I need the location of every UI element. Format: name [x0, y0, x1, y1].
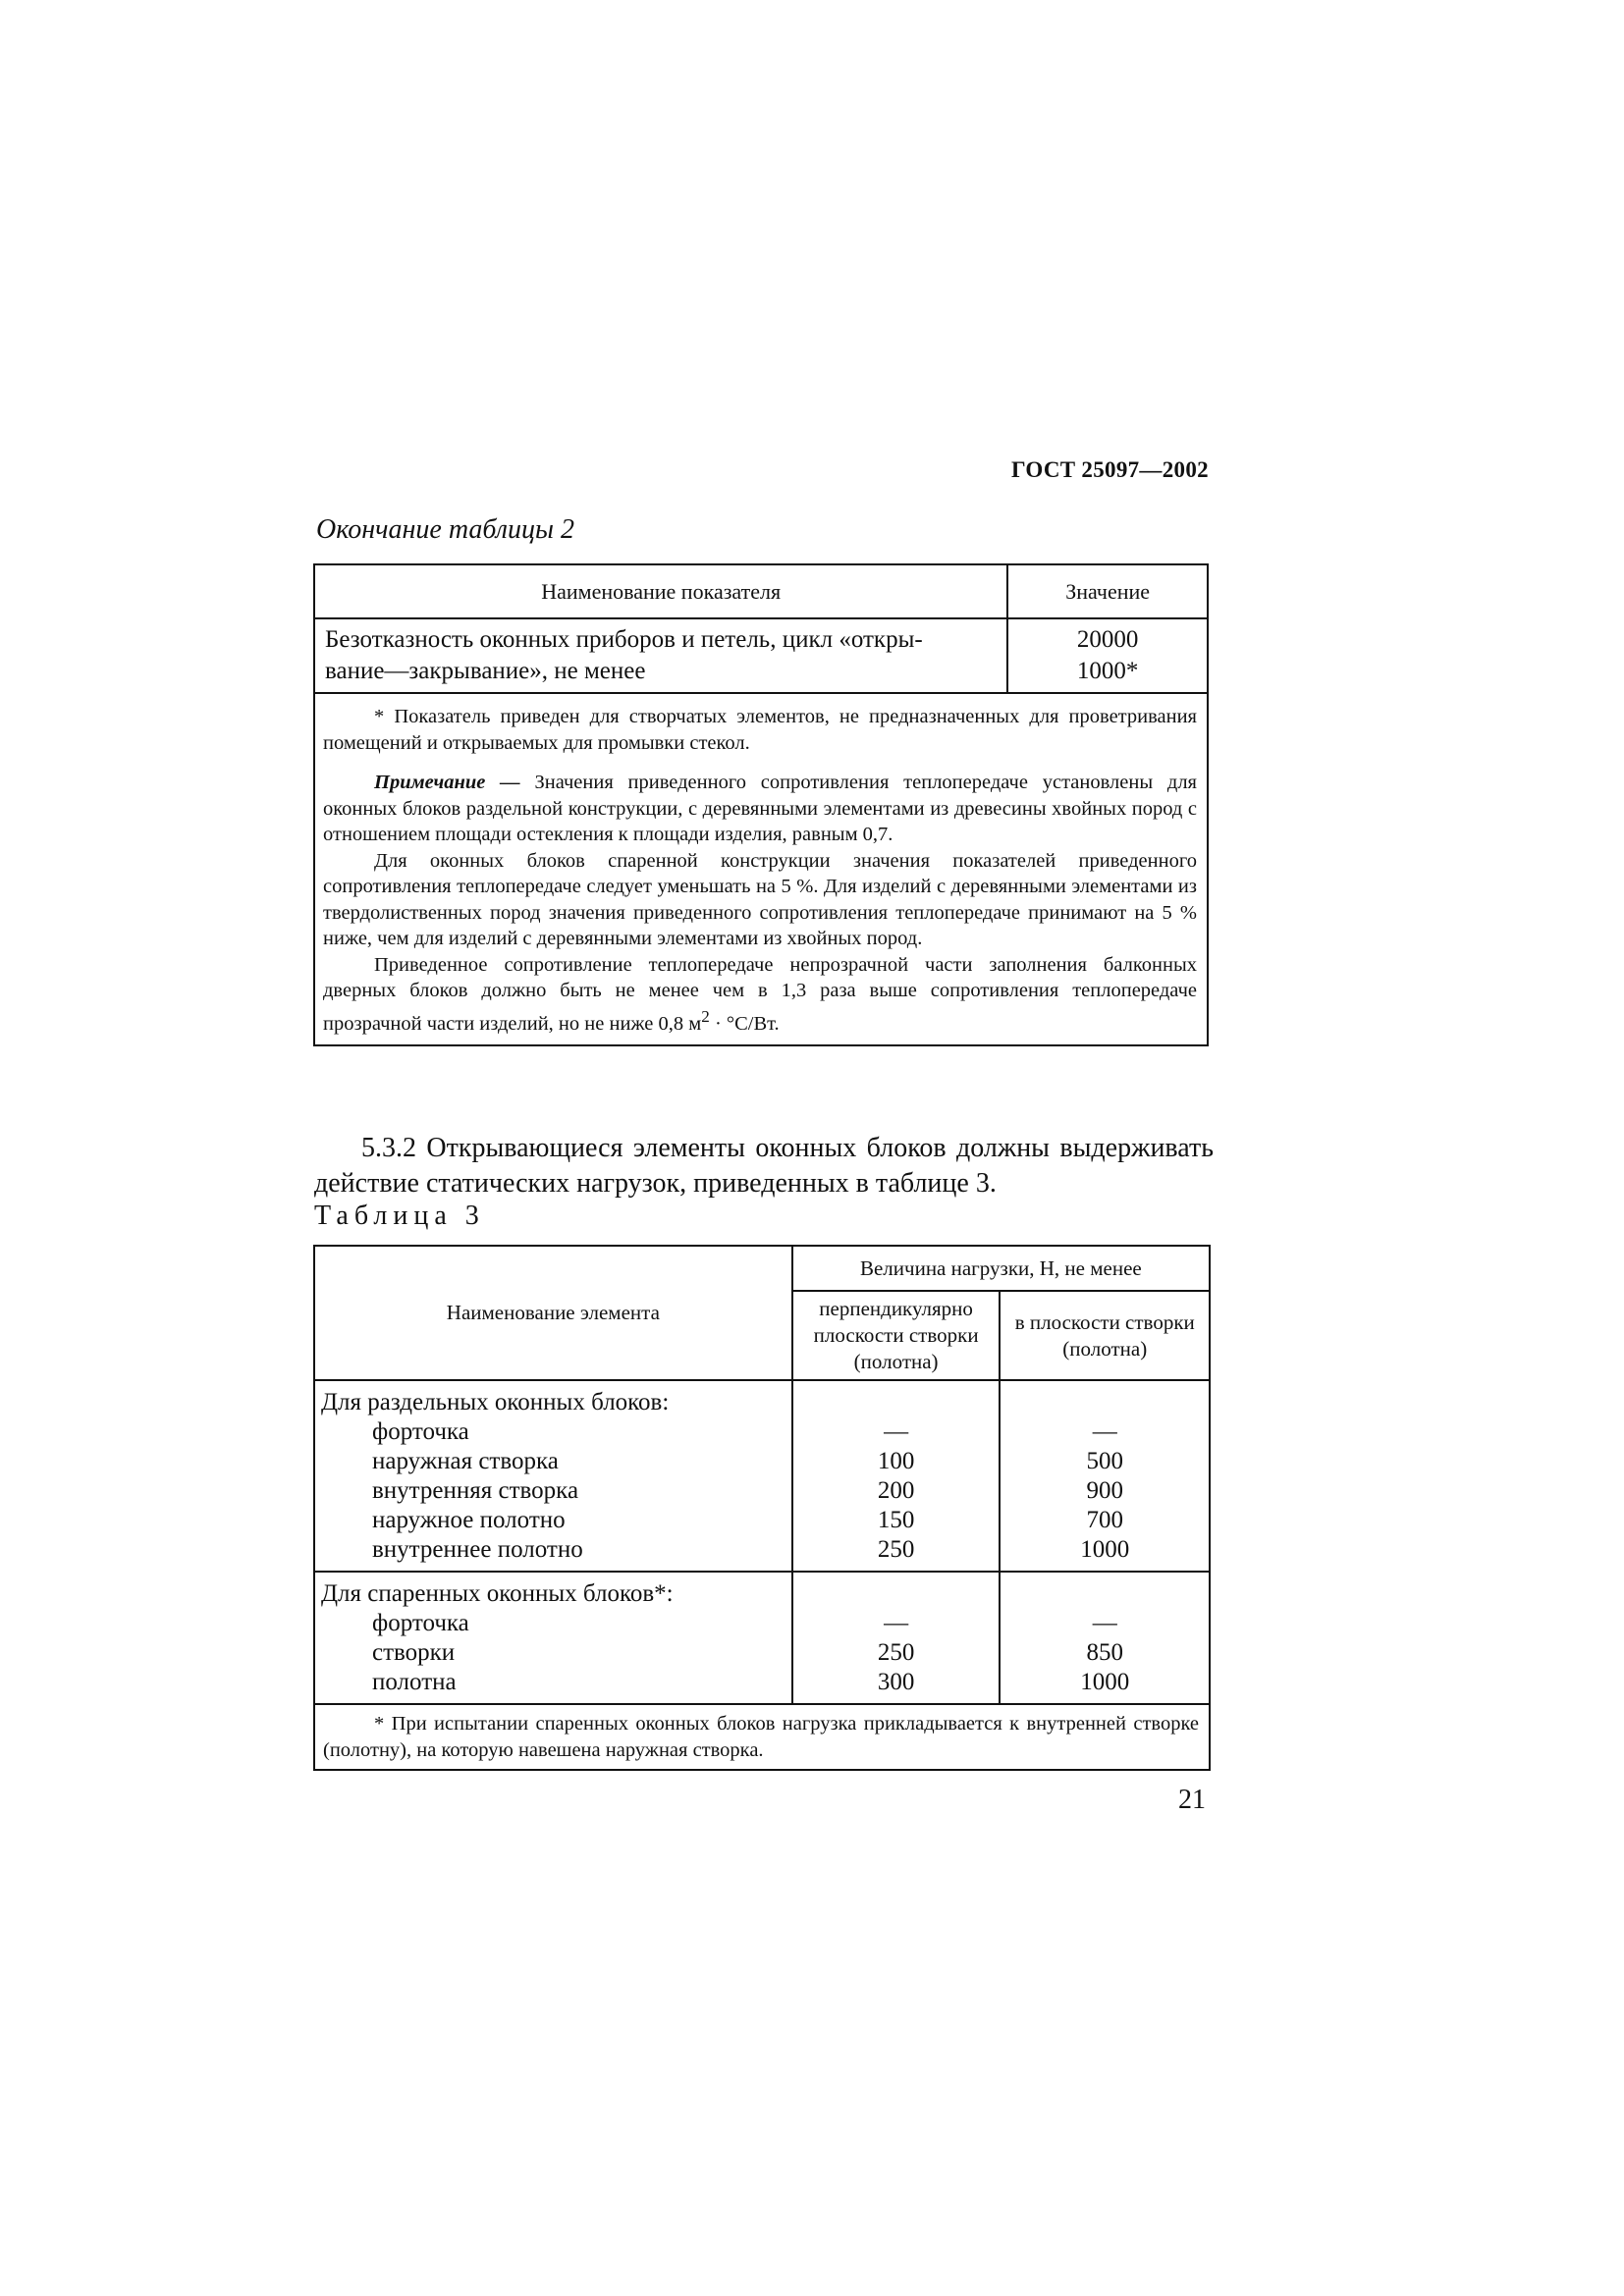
- table3-group2-names: [314, 1572, 792, 1704]
- table-row: [314, 618, 1208, 693]
- table-cell: 250: [877, 1536, 915, 1563]
- table3-group1: [314, 1380, 1210, 1572]
- standard-code: ГОСТ 25097—2002: [1011, 457, 1209, 482]
- table2-footnote: * Показатель приведен для створчатых элементов, не предназначенных для проветривания помещений и открываемых для промывки стекол.: [323, 706, 1197, 754]
- note-para3-text: Приведенное сопротивление теплопередаче непрозрачной части заполнения балконных дверных блоков должно быть не менее чем в 1,3 раза выше сопротивления теплопередаче прозрачной части изделий, но не ниже 0,8 м: [323, 953, 1197, 1035]
- page-number: 21: [1178, 1785, 1206, 1815]
- list-item: внутренняя створка: [372, 1477, 579, 1504]
- table-cell: —: [884, 1418, 909, 1445]
- table-cell: 1000: [1080, 1669, 1130, 1695]
- table2-row-value-line2: 1000*: [1076, 658, 1139, 684]
- table3-header-row: [314, 1246, 1210, 1291]
- table-cell: —: [1092, 1418, 1117, 1445]
- list-item: наружная створка: [372, 1448, 559, 1474]
- group-title: Для спаренных оконных блоков*:: [321, 1580, 674, 1607]
- table2-row-name-line2: вание—закрывание», не менее: [325, 658, 646, 684]
- list-item: створки: [372, 1639, 456, 1666]
- table-cell: 300: [877, 1669, 915, 1695]
- table2-row-name: [314, 618, 1007, 693]
- table2-notes-row: [314, 693, 1208, 1045]
- table3-group1-names: [314, 1380, 792, 1572]
- table-cell: 900: [1086, 1477, 1123, 1504]
- table3: [313, 1245, 1211, 1771]
- table2-col-name-header: Наименование показателя: [314, 564, 1007, 618]
- table2-notes: [314, 693, 1208, 1045]
- table-cell: 500: [1086, 1448, 1123, 1474]
- table3-footnote-text: * При испытании спаренных оконных блоков нагрузка прикладывается к внутренней створке (полотну), на которую навешена наружная створка.: [323, 1713, 1199, 1761]
- table-cell: 1000: [1080, 1536, 1130, 1563]
- table3-group1-perp: [792, 1380, 1001, 1572]
- table-cell: 100: [877, 1448, 915, 1474]
- table-cell: 200: [877, 1477, 915, 1504]
- table2-row-value: [1007, 618, 1208, 693]
- table2-row-value-line1: 20000: [1076, 626, 1139, 653]
- note-text: Значения приведенного сопротивления теплопередаче установлены для оконных блоков раздельной конструкции, с деревянными элементами из древесины хвойных пород с отношением площади остекления к площади изделия, равным 0,7.: [323, 772, 1197, 845]
- table3-group1-plane: [1000, 1380, 1210, 1572]
- table3-col-group-header: Величина нагрузки, Н, не менее: [792, 1246, 1210, 1291]
- table2-header-row: [314, 564, 1208, 618]
- table-cell: 700: [1086, 1507, 1123, 1533]
- list-item: наружное полотно: [372, 1507, 566, 1533]
- table2-note-para2: Для оконных блоков спаренной конструкции значения показателей приведенного сопротивления теплопередаче следует уменьшать на 5 %. Для изделий с деревянными элементами из твердолиственных пород значения приведенного сопротивления теплопередаче принимают на 5 % ниже, чем для изделий с деревянными элементами из хвойных пород.: [323, 849, 1197, 949]
- table3-col-name-header: Наименование элемента: [314, 1246, 792, 1380]
- table-cell: —: [1092, 1610, 1117, 1636]
- table3-title: Таблица 3: [314, 1201, 485, 1231]
- table3-group2-perp: [792, 1572, 1001, 1704]
- table2-row-name-line1: Безотказность оконных приборов и петель, цикл «откры-: [325, 626, 923, 653]
- note-label: Примечание —: [374, 772, 520, 793]
- group-title: Для раздельных оконных блоков:: [321, 1389, 670, 1415]
- table2-col-value-header: Значение: [1007, 564, 1208, 618]
- table3-group2: [314, 1572, 1210, 1704]
- list-item: внутреннее полотно: [372, 1536, 583, 1563]
- table3-footnote-row: [314, 1704, 1210, 1770]
- table3-col-plane-header: в плоскости створки (полотна): [1000, 1291, 1210, 1380]
- table2-note: [323, 770, 1197, 848]
- table3-group2-plane: [1000, 1572, 1210, 1704]
- note-para3-superscript: 2: [701, 1006, 710, 1026]
- table2-note-para3: [323, 952, 1197, 1037]
- table-cell: 850: [1086, 1639, 1123, 1666]
- list-item: форточка: [372, 1610, 469, 1636]
- table-cell: —: [884, 1610, 909, 1636]
- table2-title: Окончание таблицы 2: [316, 514, 574, 545]
- table-cell: 150: [877, 1507, 915, 1533]
- table3-col-perp-header: перпендикулярно плоскости створки (полотна): [792, 1291, 1001, 1380]
- list-item: полотна: [372, 1669, 457, 1695]
- section-5-3-2-text: 5.3.2 Открывающиеся элементы оконных блоков должны выдерживать действие статических нагрузок, приведенных в таблице 3.: [314, 1133, 1214, 1199]
- note-para3-unit: · °С/Вт.: [709, 1012, 780, 1035]
- table3-footnote: [314, 1704, 1210, 1770]
- list-item: форточка: [372, 1418, 469, 1445]
- table2: [313, 563, 1209, 1046]
- table-cell: 250: [877, 1639, 915, 1666]
